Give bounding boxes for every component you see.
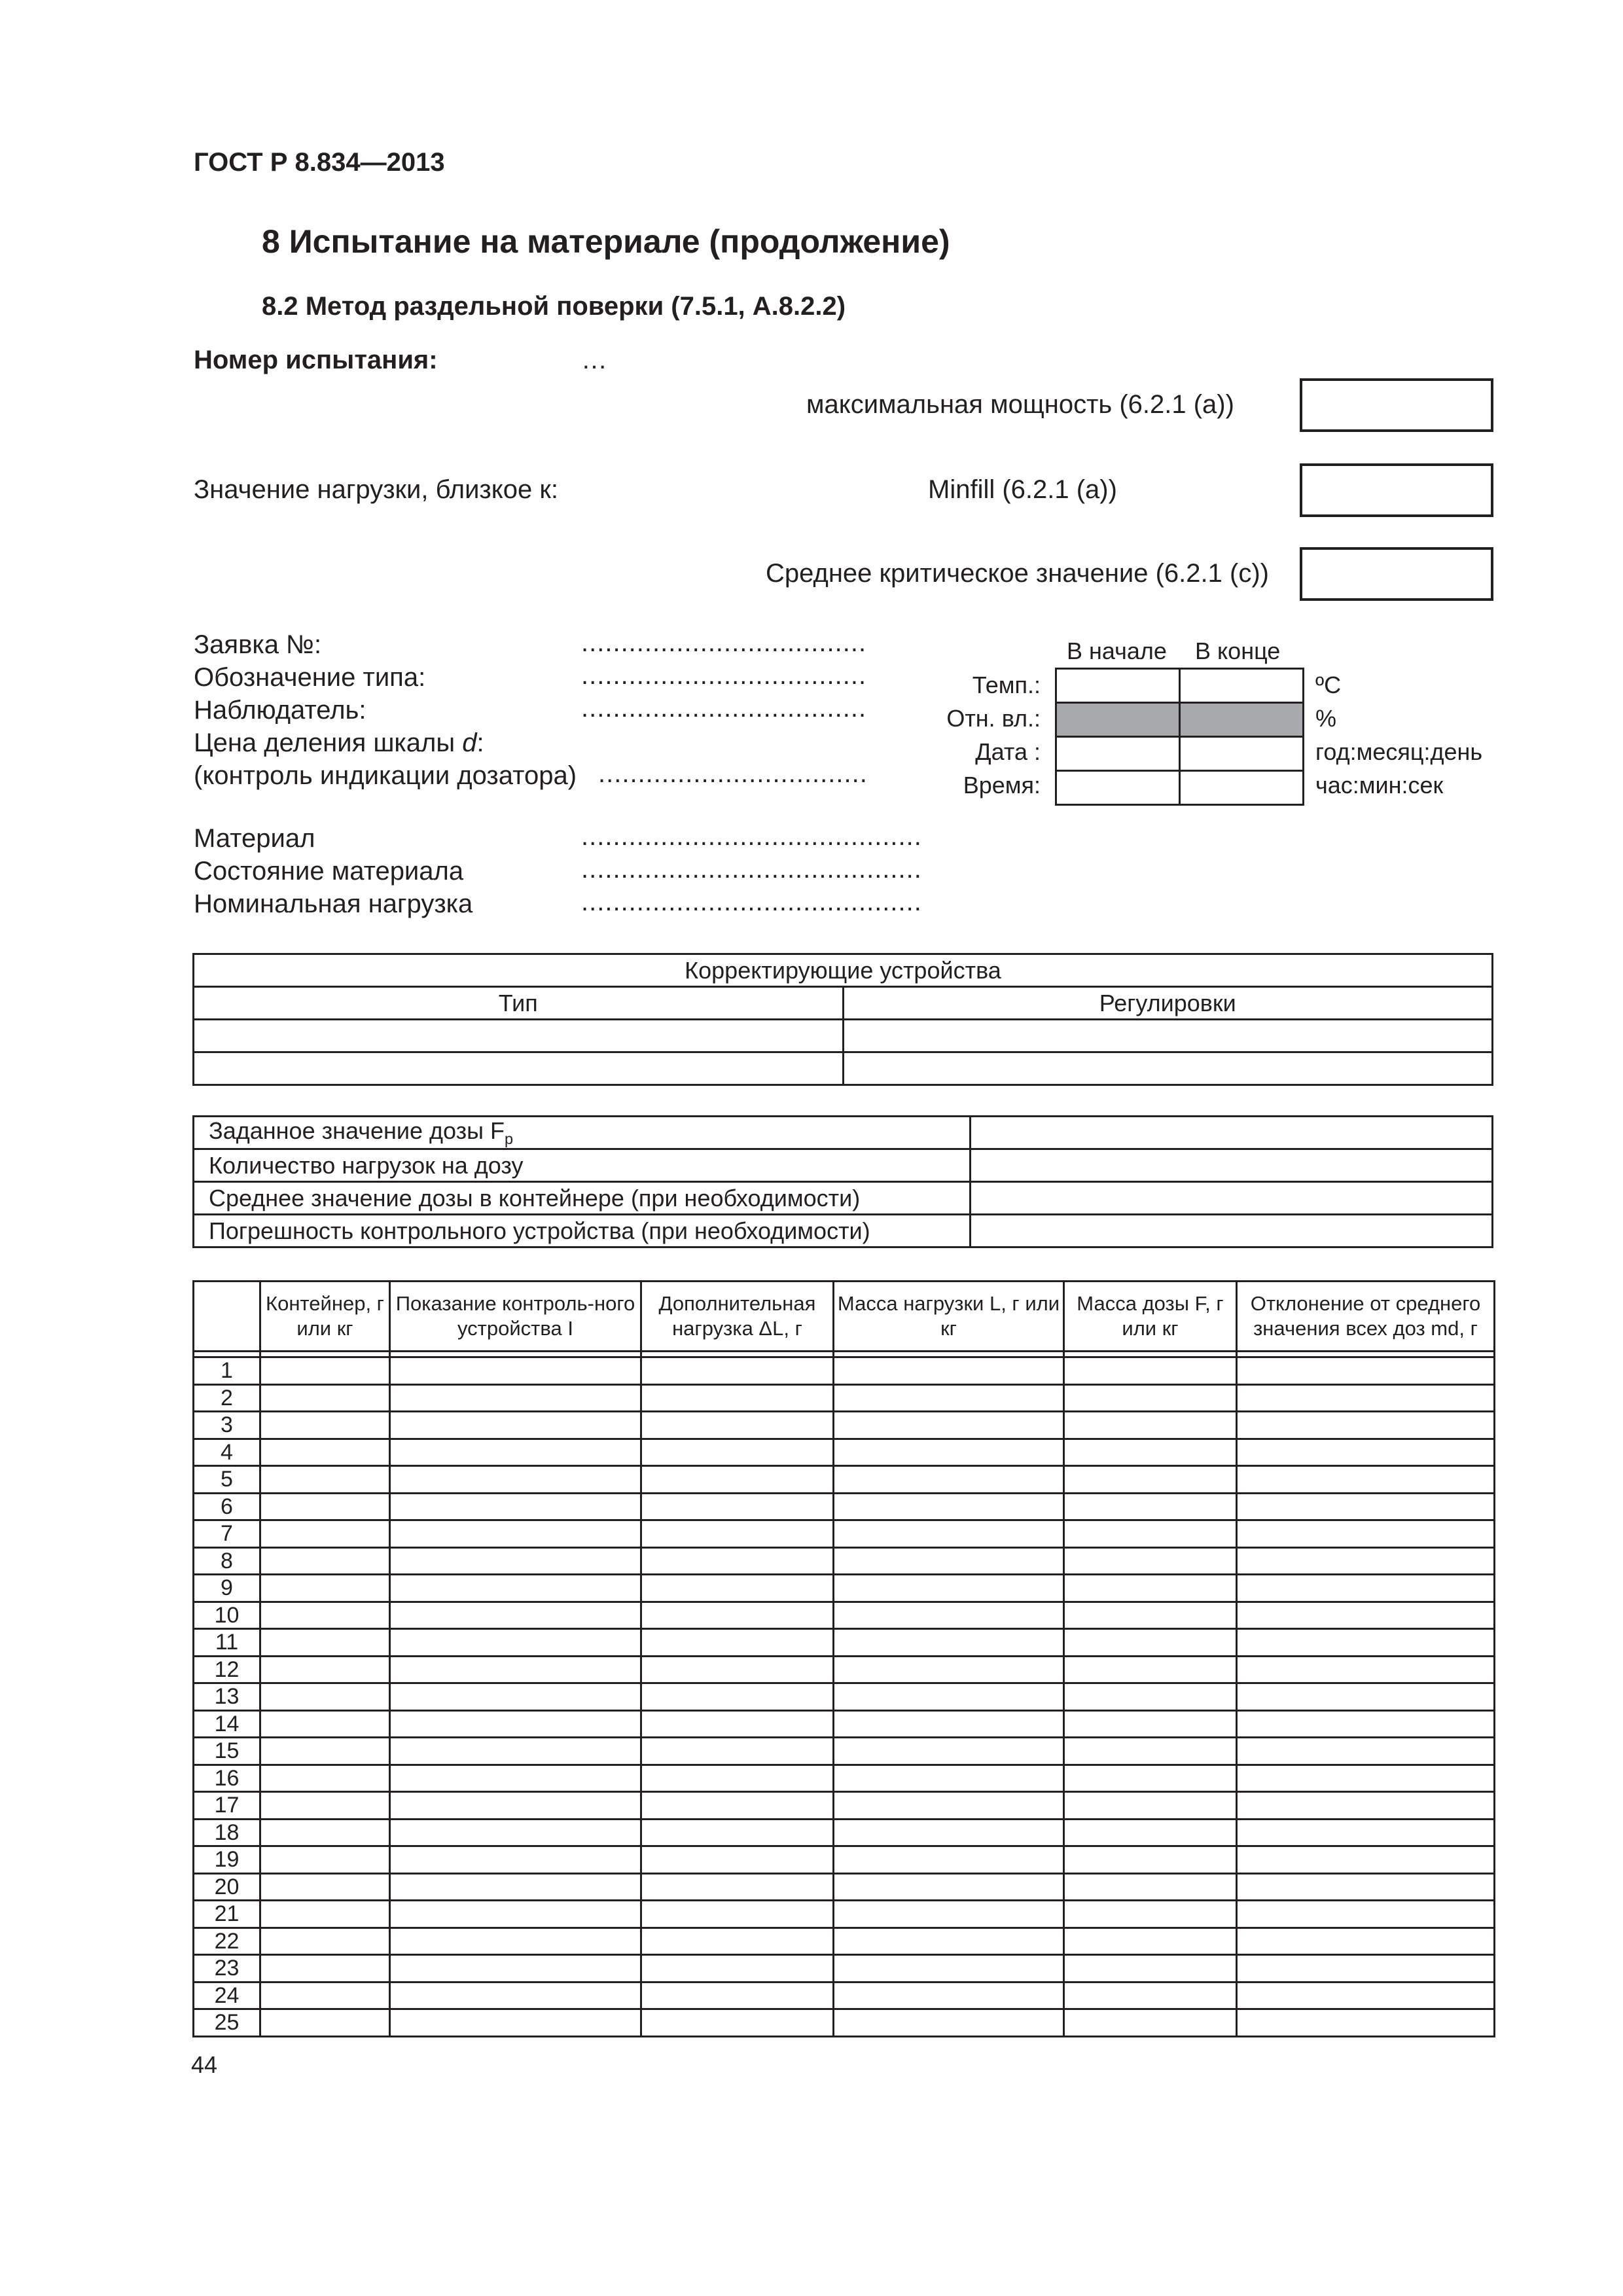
- field-material-label: Материал: [194, 824, 315, 853]
- table-cell[interactable]: [834, 1873, 1064, 1901]
- table-cell[interactable]: [641, 1846, 834, 1874]
- header-load-mass: Масса нагрузки L, г или кг: [834, 1282, 1064, 1352]
- table-cell[interactable]: [641, 1901, 834, 1928]
- table-row: [194, 1547, 1495, 1575]
- row-number: 4: [194, 1439, 260, 1466]
- env-date-label: Дата :: [975, 738, 1041, 765]
- table-cell[interactable]: [1064, 1873, 1237, 1901]
- table-cell[interactable]: [834, 1846, 1064, 1874]
- table-cell[interactable]: [641, 2009, 834, 2037]
- table-cell[interactable]: [390, 1955, 641, 1982]
- table-cell[interactable]: [641, 1792, 834, 1820]
- table-cell[interactable]: [641, 1357, 834, 1385]
- table-cell[interactable]: [390, 1575, 641, 1602]
- table-cell[interactable]: [260, 1520, 390, 1548]
- table-row: [194, 1520, 1495, 1548]
- row-number: 5: [194, 1466, 260, 1494]
- table-cell[interactable]: [1237, 1765, 1495, 1792]
- load-option-minfill: Minfill (6.2.1 (a)): [928, 475, 1117, 504]
- table-cell[interactable]: [641, 1493, 834, 1520]
- table-cell[interactable]: [1237, 1439, 1495, 1466]
- table-cell[interactable]: [1064, 1710, 1237, 1738]
- table-cell[interactable]: [1064, 1955, 1237, 1982]
- row-number: 16: [194, 1765, 260, 1792]
- measurement-table: [192, 1280, 1495, 2037]
- minfill-checkbox[interactable]: [1300, 463, 1493, 517]
- table-cell[interactable]: [260, 1901, 390, 1928]
- field-observer-input[interactable]: ....................................: [581, 694, 867, 723]
- separator-cell: [641, 1352, 834, 1357]
- table-cell[interactable]: [260, 1846, 390, 1874]
- table-cell[interactable]: [1237, 1656, 1495, 1683]
- table-cell[interactable]: [1237, 1710, 1495, 1738]
- table-cell[interactable]: [641, 1819, 834, 1846]
- table-cell[interactable]: [1237, 1683, 1495, 1711]
- table-cell[interactable]: [260, 1765, 390, 1792]
- table-cell[interactable]: [1237, 1846, 1495, 1874]
- table-cell[interactable]: [1237, 1602, 1495, 1629]
- table-cell[interactable]: [390, 1765, 641, 1792]
- table-cell[interactable]: [1237, 1928, 1495, 1955]
- correction-cell[interactable]: [843, 1052, 1493, 1085]
- table-cell[interactable]: [641, 1955, 834, 1982]
- table-cell[interactable]: [834, 1683, 1064, 1711]
- table-row: [194, 1656, 1495, 1683]
- table-cell[interactable]: [1064, 1412, 1237, 1439]
- date-start-cell[interactable]: [1056, 737, 1180, 771]
- row-number: 25: [194, 2009, 260, 2037]
- table-row: [194, 1629, 1495, 1657]
- table-cell[interactable]: [260, 1602, 390, 1629]
- header-container: Контейнер, г или кг: [260, 1282, 390, 1352]
- table-cell[interactable]: [390, 1547, 641, 1575]
- row-number: 19: [194, 1846, 260, 1874]
- table-cell[interactable]: [1064, 2009, 1237, 2037]
- table-cell[interactable]: [1064, 1466, 1237, 1494]
- field-scale-division-label: Цена деления шкалы d:: [194, 728, 484, 757]
- table-cell[interactable]: [260, 1547, 390, 1575]
- table-cell[interactable]: [260, 1493, 390, 1520]
- correction-col-adjust: Регулировки: [843, 987, 1493, 1020]
- table-cell[interactable]: [1237, 1547, 1495, 1575]
- humidity-end-cell[interactable]: [1180, 703, 1304, 737]
- table-cell[interactable]: [641, 1656, 834, 1683]
- field-application-input[interactable]: ....................................: [581, 628, 867, 657]
- row-number: 3: [194, 1412, 260, 1439]
- env-temp-label: Темп.:: [972, 672, 1041, 698]
- table-cell[interactable]: [834, 1602, 1064, 1629]
- table-row: [194, 1439, 1495, 1466]
- table-cell[interactable]: [641, 1982, 834, 2009]
- table-cell[interactable]: [641, 1575, 834, 1602]
- table-cell[interactable]: [1237, 1520, 1495, 1548]
- separator-cell: [1237, 1352, 1495, 1357]
- table-cell[interactable]: [390, 1357, 641, 1385]
- test-number-value: …: [581, 346, 607, 374]
- table-cell[interactable]: [260, 2009, 390, 2037]
- table-cell[interactable]: [1064, 1575, 1237, 1602]
- table-cell[interactable]: [1237, 1629, 1495, 1657]
- table-cell[interactable]: [834, 1357, 1064, 1385]
- row-number: 15: [194, 1738, 260, 1765]
- table-row: [194, 1575, 1495, 1602]
- env-col-end: В конце: [1195, 637, 1281, 664]
- page-number: 44: [191, 2051, 218, 2078]
- table-cell[interactable]: [1064, 1846, 1237, 1874]
- table-cell[interactable]: [390, 1412, 641, 1439]
- table-cell[interactable]: [390, 1710, 641, 1738]
- table-cell[interactable]: [390, 1846, 641, 1874]
- table-cell[interactable]: [1237, 1384, 1495, 1412]
- table-cell[interactable]: [834, 1792, 1064, 1820]
- header-row-number: [194, 1282, 260, 1352]
- table-cell[interactable]: [641, 1765, 834, 1792]
- table-row: [194, 1955, 1495, 1982]
- table-cell[interactable]: [1064, 1738, 1237, 1765]
- table-cell[interactable]: [834, 1466, 1064, 1494]
- separator-cell: [834, 1352, 1064, 1357]
- table-cell[interactable]: [390, 1439, 641, 1466]
- row-number: 8: [194, 1547, 260, 1575]
- table-cell[interactable]: [260, 1873, 390, 1901]
- table-cell[interactable]: [1064, 1493, 1237, 1520]
- table-cell[interactable]: [1064, 1819, 1237, 1846]
- table-row: [194, 1873, 1495, 1901]
- table-cell[interactable]: [641, 1629, 834, 1657]
- table-row: [194, 1819, 1495, 1846]
- table-cell[interactable]: [834, 2009, 1064, 2037]
- table-row: [194, 1384, 1495, 1412]
- table-row: [194, 1466, 1495, 1494]
- table-cell[interactable]: [834, 1955, 1064, 1982]
- row-number: 17: [194, 1792, 260, 1820]
- env-time-unit: час:мин:сек: [1315, 772, 1444, 798]
- table-cell[interactable]: [641, 1520, 834, 1548]
- correction-cell[interactable]: [194, 1052, 844, 1085]
- table-cell[interactable]: [834, 1982, 1064, 2009]
- separator-cell: [194, 1352, 260, 1357]
- table-cell[interactable]: [1237, 2009, 1495, 2037]
- env-temp-unit: ºC: [1315, 672, 1342, 698]
- table-cell[interactable]: [1064, 1629, 1237, 1657]
- critical-value-checkbox[interactable]: [1300, 547, 1493, 601]
- table-cell[interactable]: [1237, 1412, 1495, 1439]
- env-humidity-unit: %: [1315, 705, 1337, 732]
- table-cell[interactable]: [390, 1819, 641, 1846]
- table-cell[interactable]: [1064, 1765, 1237, 1792]
- table-cell[interactable]: [390, 1683, 641, 1711]
- table-cell[interactable]: [1064, 1384, 1237, 1412]
- table-cell[interactable]: [260, 1357, 390, 1385]
- load-value-label: Значение нагрузки, близкое к:: [194, 475, 558, 504]
- temp-end-cell[interactable]: [1180, 669, 1304, 703]
- table-cell[interactable]: [390, 1738, 641, 1765]
- table-cell[interactable]: [1237, 1357, 1495, 1385]
- header-additional-load: Дополнительная нагрузка ΔL, г: [641, 1282, 834, 1352]
- correction-cell[interactable]: [194, 1020, 844, 1052]
- table-cell[interactable]: [260, 1982, 390, 2009]
- table-cell[interactable]: [834, 1493, 1064, 1520]
- table-cell[interactable]: [1237, 1819, 1495, 1846]
- subsection-title: 8.2 Метод раздельной поверки (7.5.1, А.8.2.2): [262, 292, 846, 321]
- table-cell[interactable]: [390, 1520, 641, 1548]
- table-cell[interactable]: [834, 1765, 1064, 1792]
- table-cell[interactable]: [641, 1683, 834, 1711]
- table-cell[interactable]: [641, 1928, 834, 1955]
- separator-cell: [260, 1352, 390, 1357]
- field-material-state-label: Состояние материала: [194, 857, 464, 886]
- table-cell[interactable]: [260, 1412, 390, 1439]
- header-deviation: Отклонение от среднего значения всех доз md, г: [1237, 1282, 1495, 1352]
- dose-row-label: Заданное значение дозы $F_p$: [194, 1117, 971, 1149]
- section-title: 8 Испытание на материале (продолжение): [262, 223, 950, 260]
- table-cell[interactable]: [1237, 1982, 1495, 2009]
- table-cell[interactable]: [1064, 1547, 1237, 1575]
- table-row: [194, 1738, 1495, 1765]
- dose-row-label: Погрешность контрольного устройства (при необходимости): [194, 1215, 971, 1247]
- table-row: [194, 1710, 1495, 1738]
- table-cell[interactable]: [1064, 1602, 1237, 1629]
- header-dose-mass: Масса дозы F, г или кг: [1064, 1282, 1237, 1352]
- table-cell[interactable]: [1064, 1357, 1237, 1385]
- table-row: [194, 1602, 1495, 1629]
- field-nominal-load-label: Номинальная нагрузка: [194, 889, 473, 918]
- table-cell[interactable]: [1237, 1575, 1495, 1602]
- field-indication-control-label: (контроль индикации дозатора): [194, 761, 577, 790]
- correction-title: Корректирующие устройства: [194, 954, 1493, 987]
- row-number: 21: [194, 1901, 260, 1928]
- field-nominal-load-input[interactable]: ...........................................: [581, 888, 922, 916]
- table-cell[interactable]: [1237, 1873, 1495, 1901]
- table-row: [194, 1683, 1495, 1711]
- table-cell[interactable]: [390, 1384, 641, 1412]
- table-cell[interactable]: [641, 1384, 834, 1412]
- table-cell[interactable]: [1064, 1520, 1237, 1548]
- table-row: [194, 1412, 1495, 1439]
- dose-row-label: Количество нагрузок на дозу: [194, 1149, 971, 1182]
- table-cell[interactable]: [641, 1602, 834, 1629]
- table-cell[interactable]: [390, 1466, 641, 1494]
- row-number: 20: [194, 1873, 260, 1901]
- table-cell[interactable]: [1237, 1901, 1495, 1928]
- row-number: 7: [194, 1520, 260, 1548]
- table-cell[interactable]: [260, 1656, 390, 1683]
- table-row: [194, 1357, 1495, 1385]
- table-cell[interactable]: [260, 1466, 390, 1494]
- env-humidity-label: Отн. вл.:: [946, 705, 1041, 732]
- dose-row-label: Среднее значение дозы в контейнере (при необходимости): [194, 1182, 971, 1215]
- table-row: [194, 2009, 1495, 2037]
- table-cell[interactable]: [834, 1928, 1064, 1955]
- row-number: 12: [194, 1656, 260, 1683]
- table-row: [194, 1792, 1495, 1820]
- document-header: ГОСТ Р 8.834—2013: [194, 148, 445, 177]
- table-cell[interactable]: [641, 1412, 834, 1439]
- table-cell[interactable]: [834, 1439, 1064, 1466]
- row-number: 18: [194, 1819, 260, 1846]
- field-indication-control-input[interactable]: ..................................: [598, 759, 868, 788]
- table-row: [194, 1982, 1495, 2009]
- table-cell[interactable]: [1237, 1466, 1495, 1494]
- row-number: 14: [194, 1710, 260, 1738]
- table-cell[interactable]: [390, 1901, 641, 1928]
- field-type-label: Обозначение типа:: [194, 663, 426, 692]
- table-cell[interactable]: [260, 1710, 390, 1738]
- test-number-label: Номер испытания:: [194, 346, 438, 374]
- table-row: [194, 1846, 1495, 1874]
- separator-cell: [390, 1352, 641, 1357]
- table-cell[interactable]: [641, 1710, 834, 1738]
- table-cell[interactable]: [834, 1656, 1064, 1683]
- table-cell[interactable]: [260, 1629, 390, 1657]
- correction-cell[interactable]: [843, 1020, 1493, 1052]
- table-cell[interactable]: [834, 1738, 1064, 1765]
- table-cell[interactable]: [260, 1384, 390, 1412]
- date-end-cell[interactable]: [1180, 737, 1304, 771]
- table-cell[interactable]: [834, 1575, 1064, 1602]
- table-cell[interactable]: [834, 1710, 1064, 1738]
- env-col-start: В начале: [1067, 637, 1167, 664]
- dose-row-value[interactable]: [971, 1215, 1493, 1247]
- table-cell[interactable]: [260, 1738, 390, 1765]
- table-cell[interactable]: [1064, 1928, 1237, 1955]
- table-cell[interactable]: [390, 1493, 641, 1520]
- table-cell[interactable]: [834, 1520, 1064, 1548]
- table-cell[interactable]: [1064, 1683, 1237, 1711]
- table-cell[interactable]: [1237, 1792, 1495, 1820]
- table-row: [194, 1901, 1495, 1928]
- table-cell[interactable]: [1064, 1982, 1237, 2009]
- table-cell[interactable]: [641, 1547, 834, 1575]
- table-cell[interactable]: [390, 2009, 641, 2037]
- dose-parameters-table: [192, 1115, 1493, 1248]
- row-number: 23: [194, 1955, 260, 1982]
- time-end-cell[interactable]: [1180, 771, 1304, 805]
- table-cell[interactable]: [390, 1928, 641, 1955]
- environment-table: [1055, 668, 1304, 806]
- row-number: 11: [194, 1629, 260, 1657]
- field-observer-label: Наблюдатель:: [194, 696, 366, 725]
- table-cell[interactable]: [260, 1955, 390, 1982]
- table-cell[interactable]: [641, 1466, 834, 1494]
- table-cell[interactable]: [641, 1738, 834, 1765]
- table-cell[interactable]: [390, 1873, 641, 1901]
- field-application-label: Заявка №:: [194, 630, 322, 659]
- env-time-label: Время:: [963, 772, 1041, 798]
- table-cell[interactable]: [834, 1819, 1064, 1846]
- table-cell[interactable]: [834, 1629, 1064, 1657]
- table-cell[interactable]: [260, 1819, 390, 1846]
- humidity-start-cell[interactable]: [1056, 703, 1180, 737]
- table-cell[interactable]: [641, 1439, 834, 1466]
- table-cell[interactable]: [260, 1792, 390, 1820]
- row-number: 6: [194, 1493, 260, 1520]
- row-number: 10: [194, 1602, 260, 1629]
- time-start-cell[interactable]: [1056, 771, 1180, 805]
- table-cell[interactable]: [390, 1629, 641, 1657]
- header-control-reading: Показание контроль-ного устройства I: [390, 1282, 641, 1352]
- table-cell[interactable]: [834, 1384, 1064, 1412]
- table-cell[interactable]: [1064, 1439, 1237, 1466]
- table-cell[interactable]: [390, 1656, 641, 1683]
- table-cell[interactable]: [390, 1602, 641, 1629]
- table-row: [194, 1928, 1495, 1955]
- table-cell[interactable]: [834, 1901, 1064, 1928]
- table-cell[interactable]: [390, 1792, 641, 1820]
- row-number: 22: [194, 1928, 260, 1955]
- dose-row-value[interactable]: [971, 1149, 1493, 1182]
- table-cell[interactable]: [260, 1439, 390, 1466]
- field-material-input[interactable]: ...........................................: [581, 822, 922, 851]
- row-number: 1: [194, 1357, 260, 1385]
- table-cell[interactable]: [834, 1547, 1064, 1575]
- load-option-critical: Среднее критическое значение (6.2.1 (c)): [766, 559, 1269, 588]
- row-number: 24: [194, 1982, 260, 2009]
- table-row: [194, 1765, 1495, 1792]
- dose-row-value[interactable]: [971, 1117, 1493, 1149]
- table-cell[interactable]: [1064, 1792, 1237, 1820]
- row-number: 9: [194, 1575, 260, 1602]
- correction-devices-table: [192, 953, 1493, 1086]
- field-material-state-input[interactable]: ...........................................: [581, 855, 922, 884]
- table-row: [194, 1493, 1495, 1520]
- table-cell[interactable]: [1064, 1656, 1237, 1683]
- dose-row-value[interactable]: [971, 1182, 1493, 1215]
- table-cell[interactable]: [1064, 1901, 1237, 1928]
- table-cell[interactable]: [1237, 1738, 1495, 1765]
- table-cell[interactable]: [260, 1928, 390, 1955]
- max-capacity-checkbox[interactable]: [1300, 378, 1493, 432]
- row-number: 2: [194, 1384, 260, 1412]
- table-cell[interactable]: [260, 1683, 390, 1711]
- table-cell[interactable]: [260, 1575, 390, 1602]
- field-type-input[interactable]: ....................................: [581, 661, 867, 690]
- load-option-max-capacity: максимальная мощность (6.2.1 (a)): [806, 390, 1234, 419]
- row-number: 13: [194, 1683, 260, 1711]
- correction-col-type: Тип: [194, 987, 844, 1020]
- table-cell[interactable]: [641, 1873, 834, 1901]
- separator-cell: [1064, 1352, 1237, 1357]
- table-cell[interactable]: [390, 1982, 641, 2009]
- temp-start-cell[interactable]: [1056, 669, 1180, 703]
- table-cell[interactable]: [834, 1412, 1064, 1439]
- env-date-unit: год:месяц:день: [1315, 738, 1483, 765]
- table-cell[interactable]: [1237, 1493, 1495, 1520]
- table-cell[interactable]: [1237, 1955, 1495, 1982]
